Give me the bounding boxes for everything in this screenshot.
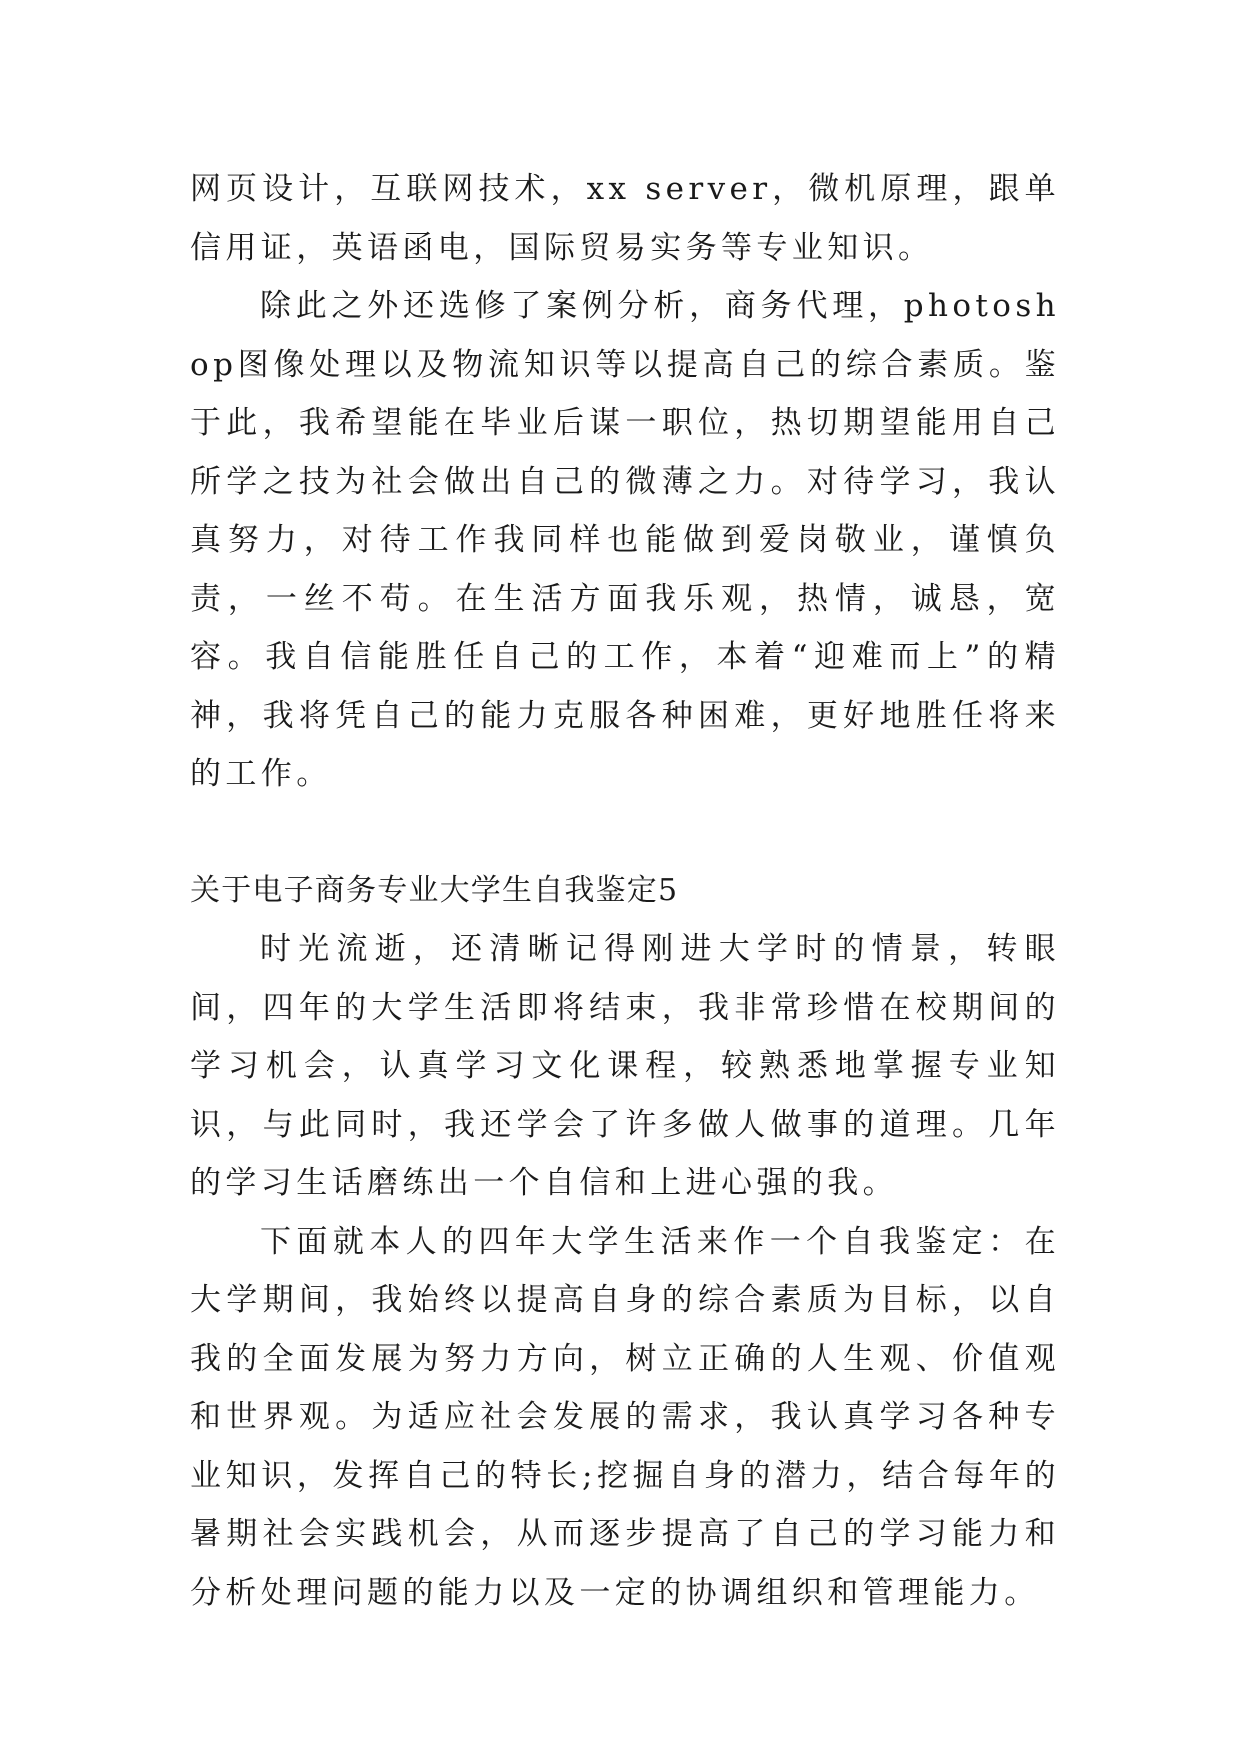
paragraph-time-passes: 时光流逝，还清晰记得刚进大学时的情景，转眼间，四年的大学生活即将结束，我非常珍惜在校期间的学习机会，认真学习文化课程，较熟悉地掌握专业知识，与此同时，我还学会了许多做人做事的道理。几年的学习生话磨练出一个自信和上进心强的我。 <box>190 931 1060 1201</box>
paragraph-self-assessment: 下面就本人的四年大学生活来作一个自我鉴定：在大学期间，我始终以提高自身的综合素质为目标，以自我的全面发展为努力方向，树立正确的人生观、价值观和世界观。为适应社会发展的需求，我认真学习各种专业知识，发挥自己的特长;挖掘自身的潜力，结合每年的暑期社会实践机会，从而逐步提高了自己的学习能力和分析处理问题的能力以及一定的协调组织和管理能力。 <box>190 1223 1060 1611</box>
paragraph-course-list: 网页设计，互联网技术，xx server，微机原理，跟单信用证，英语函电，国际贸易实务等专业知识。 <box>190 171 1060 266</box>
paragraph-electives-and-goals: 除此之外还选修了案例分析，商务代理，photoshop图像处理以及物流知识等以提高自己的综合素质。鉴于此，我希望能在毕业后谋一职位，热切期望能用自己所学之技为社会做出自己的微薄之力。对待学习，我认真努力，对待工作我同样也能做到爱岗敬业，谨慎负责，一丝不苟。在生活方面我乐观，热情，诚恳，宽容。我自信能胜任自己的工作，本着“迎难而上”的精神，我将凭自己的能力克服各种困难，更好地胜任将来的工作。 <box>190 288 1060 792</box>
document-body <box>190 160 1060 1622</box>
section-heading: 关于电子商务专业大学生自我鉴定5 <box>190 872 679 908</box>
